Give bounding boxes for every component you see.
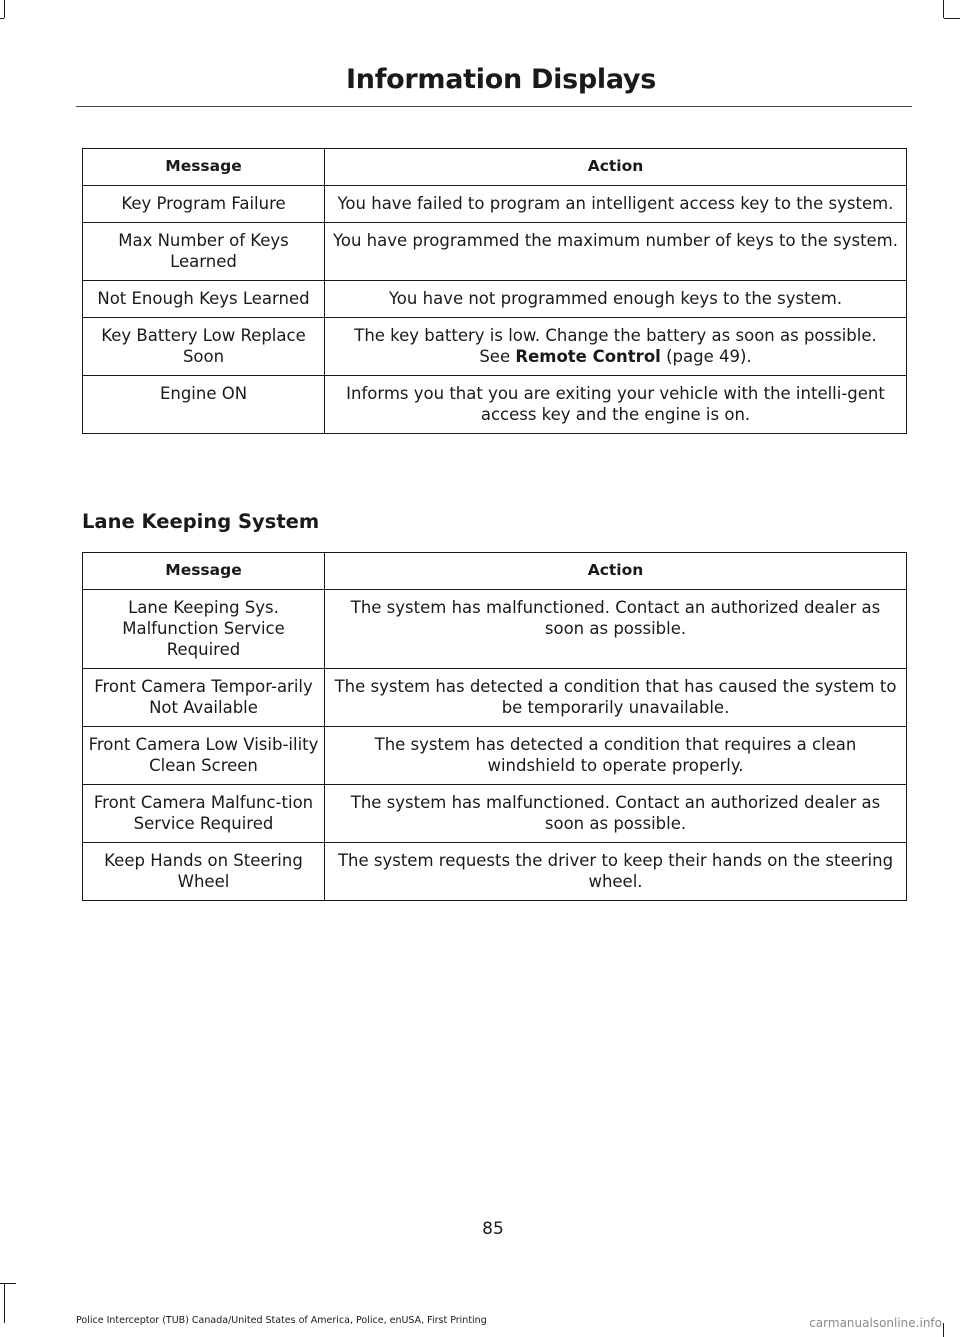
crop-mark-bottom-right (943, 1323, 944, 1337)
edition-footer: Police Interceptor (TUB) Canada/United States of America, Police, enUSA, First Printing (76, 1315, 487, 1326)
section-heading-lane-keeping: Lane Keeping System (82, 510, 320, 533)
action-cell: The system has malfunctioned. Contact an authorized dealer as soon as possible. (325, 590, 907, 669)
column-header-action: Action (325, 553, 907, 590)
remote-control-link[interactable]: Remote Control (515, 347, 661, 366)
action-cell: You have failed to program an intelligent access key to the system. (325, 186, 907, 223)
action-cell: Informs you that you are exiting your vehicle with the intelli-gent access key and the engine is on. (325, 376, 907, 434)
action-cell: The system has detected a condition that has caused the system to be temporarily unavailable. (325, 669, 907, 727)
table-row (83, 186, 907, 223)
action-cell: The system has detected a condition that requires a clean windshield to operate properly. (325, 727, 907, 785)
action-text: The key battery is low. Change the battery as soon as possible. (354, 326, 877, 345)
page-reference: (page 49). (666, 347, 752, 366)
table-row (83, 669, 907, 727)
table-header-row (83, 149, 907, 186)
message-cell: Lane Keeping Sys. Malfunction Service Required (83, 590, 325, 669)
column-header-message: Message (83, 553, 325, 590)
table-row (83, 590, 907, 669)
crop-mark-bottom-left (0, 1283, 16, 1284)
message-cell: Not Enough Keys Learned (83, 281, 325, 318)
crop-mark-top-right (943, 0, 944, 18)
crop-mark-top-left (4, 0, 5, 18)
table-row (83, 223, 907, 281)
crop-mark-top-right (944, 18, 960, 19)
action-cell: You have not programmed enough keys to the system. (325, 281, 907, 318)
message-cell: Front Camera Low Visib-ility Clean Screen (83, 727, 325, 785)
lane-keeping-messages-table (82, 552, 907, 901)
table-row (83, 281, 907, 318)
key-messages-table (82, 148, 907, 434)
column-header-message: Message (83, 149, 325, 186)
message-cell: Max Number of Keys Learned (83, 223, 325, 281)
message-cell: Engine ON (83, 376, 325, 434)
table-row (83, 318, 907, 376)
crop-mark-top-left (0, 18, 4, 19)
action-cell: You have programmed the maximum number of keys to the system. (325, 223, 907, 281)
see-prefix: See (479, 347, 511, 366)
table-row (83, 727, 907, 785)
message-cell: Front Camera Malfunc-tion Service Required (83, 785, 325, 843)
message-cell: Front Camera Tempor-arily Not Available (83, 669, 325, 727)
action-cell: The system has malfunctioned. Contact an authorized dealer as soon as possible. (325, 785, 907, 843)
header-divider (76, 106, 912, 107)
column-header-action: Action (325, 149, 907, 186)
page-title: Information Displays (346, 64, 656, 95)
crop-mark-bottom-left (4, 1283, 5, 1323)
action-cell: The system requests the driver to keep their hands on the steering wheel. (325, 843, 907, 901)
message-cell: Key Program Failure (83, 186, 325, 223)
watermark-text: carmanualsonline.info (809, 1316, 942, 1330)
table-row (83, 843, 907, 901)
message-cell: Keep Hands on Steering Wheel (83, 843, 325, 901)
table-header-row (83, 553, 907, 590)
message-cell: Key Battery Low Replace Soon (83, 318, 325, 376)
table-row (83, 785, 907, 843)
action-cell (325, 318, 907, 376)
table-row (83, 376, 907, 434)
page-number: 85 (482, 1219, 504, 1239)
